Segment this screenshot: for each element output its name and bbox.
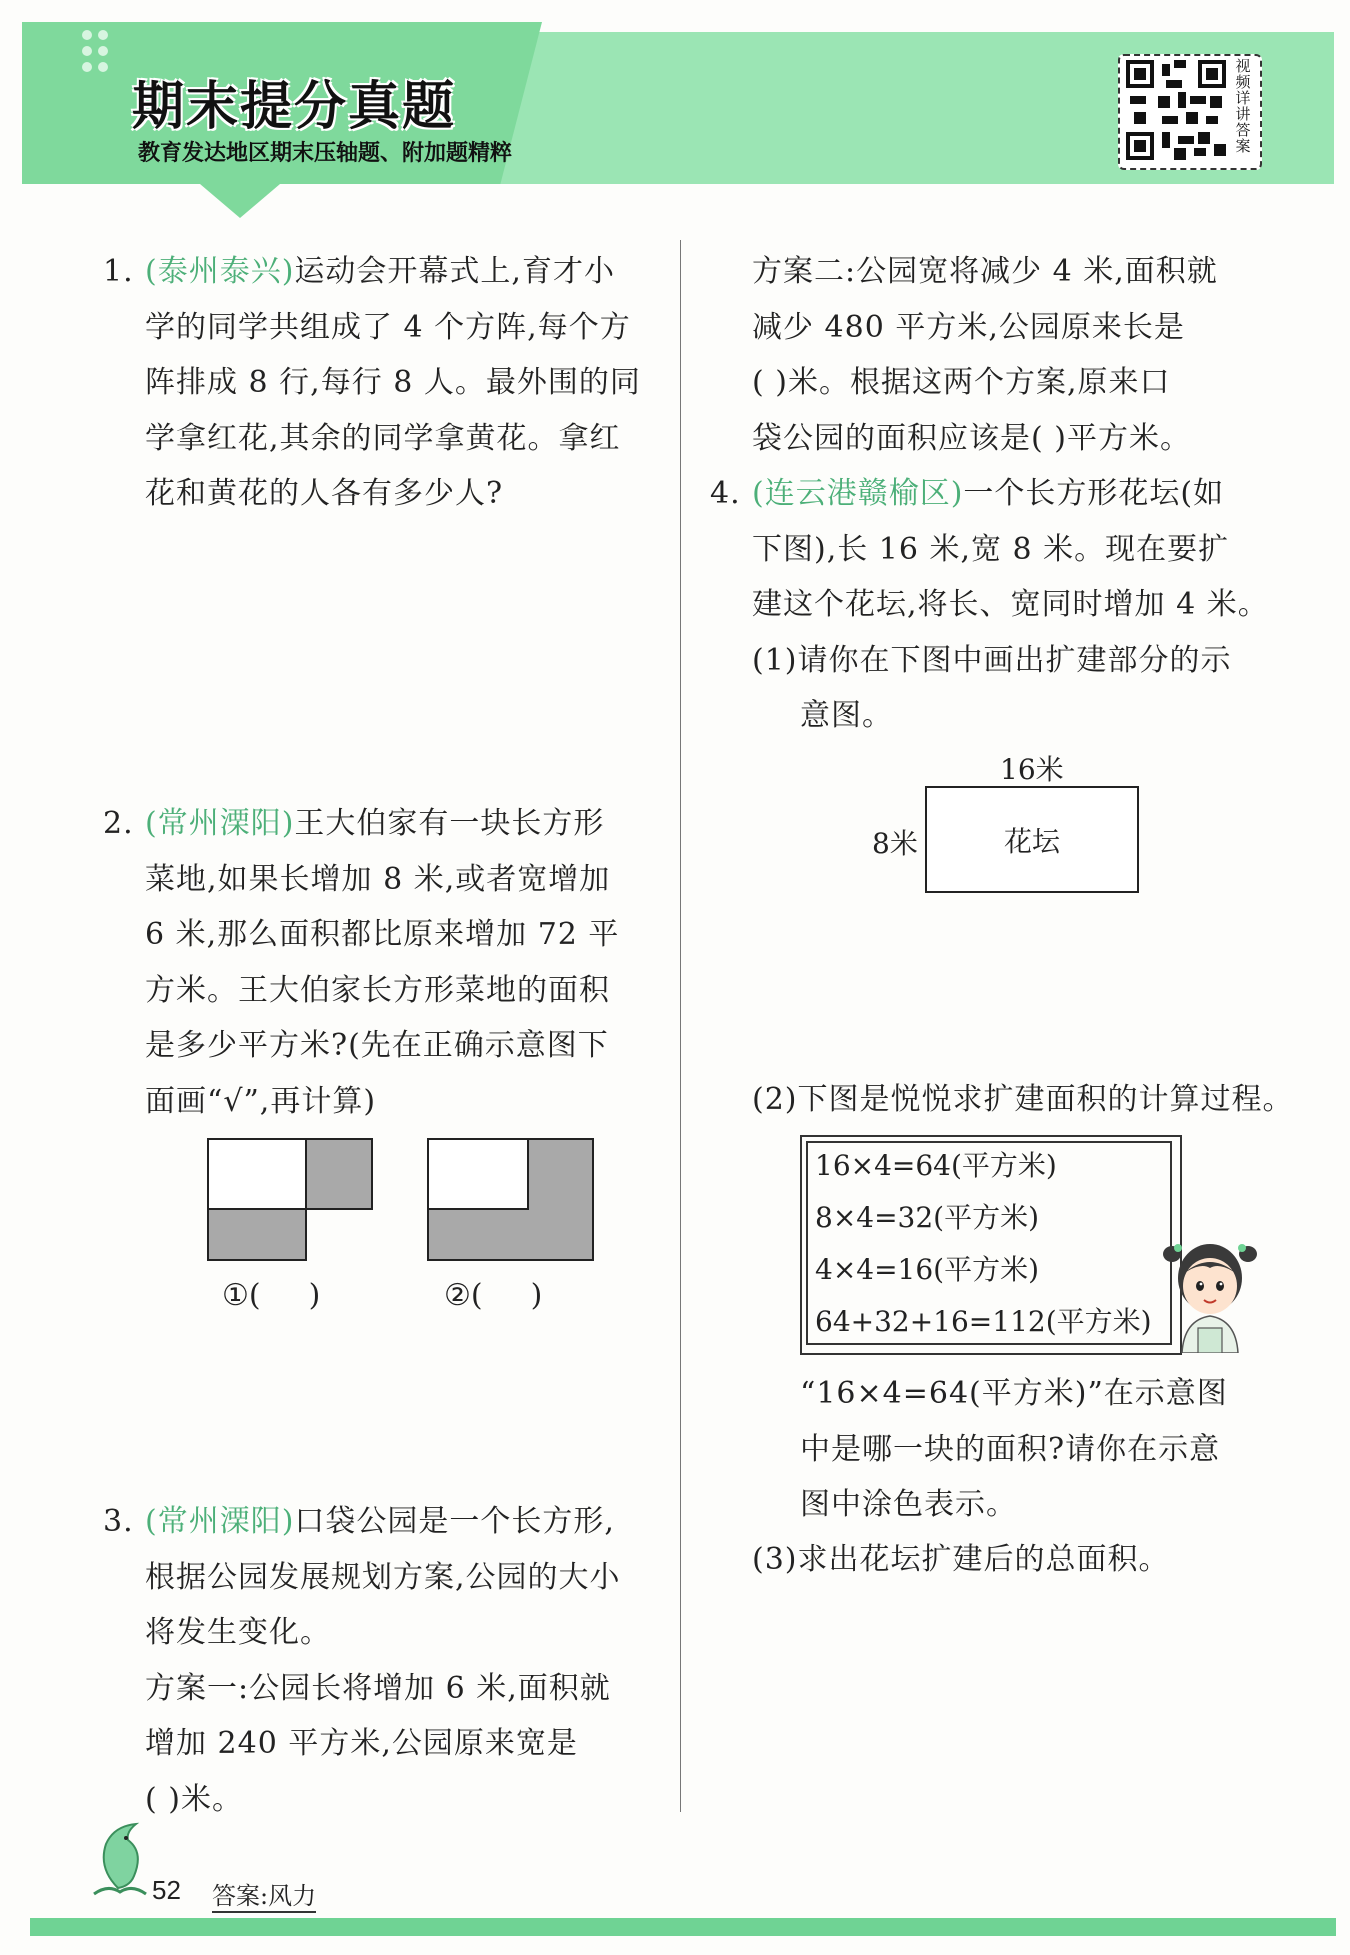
q2-diagram-2	[427, 1138, 594, 1261]
answer-label[interactable]: 答案:风力	[212, 1876, 316, 1913]
calc-line: 16×4=64(平方米)	[815, 1149, 1057, 1182]
q4-line: 建这个花坛,将长、宽同时增加 4 米。	[752, 587, 1269, 622]
calc-line: 4×4=16(平方米)	[815, 1253, 1040, 1286]
extension-bottom	[207, 1208, 307, 1261]
q2-line: 方米。王大伯家长方形菜地的面积	[145, 972, 610, 1008]
question-2	[145, 796, 665, 1129]
page-number: 52	[152, 1875, 181, 1905]
question-1	[145, 244, 665, 522]
q3-line: ( )米。	[145, 1781, 243, 1817]
q4-line: 一个长方形花坛(如	[963, 476, 1225, 511]
q1-line: 阵排成 8 行,每行 8 人。最外围的同	[145, 365, 641, 400]
qr-label: 视频详讲答案	[1235, 57, 1251, 155]
q2-number: 2.	[103, 806, 134, 841]
page-title: 期末提分真题	[132, 77, 457, 137]
q2-line: 6 米,那么面积都比原来增加 72 平	[145, 917, 620, 952]
q4-line: “16×4=64(平方米)”在示意图	[800, 1376, 1228, 1411]
original-rect	[427, 1138, 529, 1210]
q4-part-3: (3)求出花坛扩建后的总面积。	[752, 1542, 1170, 1577]
q3-line: 将发生变化。	[145, 1615, 331, 1650]
q4-line: (1)请你在下图中画出扩建部分的示	[752, 642, 1232, 678]
q4-line: 下图),长 16 米,宽 8 米。现在要扩	[752, 531, 1230, 567]
column-divider	[680, 240, 681, 1812]
q2-option-2[interactable]: ②( )	[444, 1278, 543, 1313]
q4-line: 图中涂色表示。	[800, 1487, 1017, 1522]
q2-line: 菜地,如果长增加 8 米,或者宽增加	[145, 861, 611, 897]
calc-line: 64+32+16=112(平方米)	[815, 1305, 1152, 1338]
q2-line: 王大伯家有一块长方形	[294, 806, 605, 841]
decor-dots-icon	[82, 30, 122, 80]
q4-question-text	[800, 1366, 1300, 1533]
q3-line: 袋公园的面积应该是( )平方米。	[752, 420, 1191, 456]
q1-line: 花和黄花的人各有多少人?	[145, 476, 504, 511]
extension-right	[305, 1138, 373, 1210]
q4-source: (连云港赣榆区)	[752, 476, 964, 511]
flower-bed-label: 花坛	[1003, 824, 1060, 858]
q2-source: (常州溧阳)	[145, 806, 295, 841]
q2-line: 是多少平方米?(先在正确示意图下	[145, 1028, 609, 1063]
q3-line: 减少 480 平方米,公园原来长是	[752, 309, 1185, 345]
q4-number: 4.	[710, 476, 741, 511]
q1-line: 学的同学共组成了 4 个方阵,每个方	[145, 309, 631, 345]
question-3-continued	[752, 244, 1297, 466]
q1-source: (泰州泰兴)	[145, 254, 295, 289]
calc-lines	[815, 1140, 1152, 1348]
question-3	[145, 1494, 665, 1827]
q3-line: ( )米。根据这两个方案,原来口	[752, 365, 1171, 400]
footer-bar	[30, 1918, 1336, 1936]
q1-number: 1.	[103, 254, 134, 289]
qr-code-icon[interactable]	[1126, 60, 1226, 160]
q1-line: 学拿红花,其余的同学拿黄花。拿红	[145, 420, 621, 456]
girl-avatar-icon	[1160, 1228, 1260, 1353]
q3-line: 口袋公园是一个长方形,	[294, 1504, 615, 1539]
q3-number: 3.	[103, 1504, 134, 1539]
q3-line: 根据公园发展规划方案,公园的大小	[145, 1559, 621, 1595]
page-subtitle: 教育发达地区期末压轴题、附加题精粹	[138, 141, 513, 166]
diagram-length-label: 16米	[1000, 753, 1064, 786]
q2-option-1[interactable]: ①( )	[222, 1278, 321, 1313]
q3-line: 增加 240 平方米,公园原来宽是	[145, 1726, 578, 1761]
q3-source: (常州溧阳)	[145, 1504, 295, 1539]
flower-bed-rect[interactable]	[925, 786, 1139, 893]
original-rect	[207, 1138, 307, 1210]
q2-line: 面画“√”,再计算)	[145, 1083, 377, 1119]
q2-diagram-1	[207, 1138, 373, 1261]
q4-part-2: (2)下图是悦悦求扩建面积的计算过程。	[752, 1082, 1294, 1117]
q3-line: 方案二:公园宽将减少 4 米,面积就	[752, 254, 1218, 289]
q1-line: 运动会开幕式上,育才小	[294, 254, 615, 289]
q4-line: 意图。	[800, 698, 893, 733]
dolphin-icon	[88, 1818, 152, 1898]
diagram-width-label: 8米	[872, 827, 918, 860]
question-4	[752, 466, 1312, 744]
banner-arrow	[200, 184, 280, 218]
calc-line: 8×4=32(平方米)	[815, 1201, 1040, 1234]
q3-line: 方案一:公园长将增加 6 米,面积就	[145, 1670, 611, 1706]
q4-line: 中是哪一块的面积?请你在示意	[800, 1431, 1221, 1467]
